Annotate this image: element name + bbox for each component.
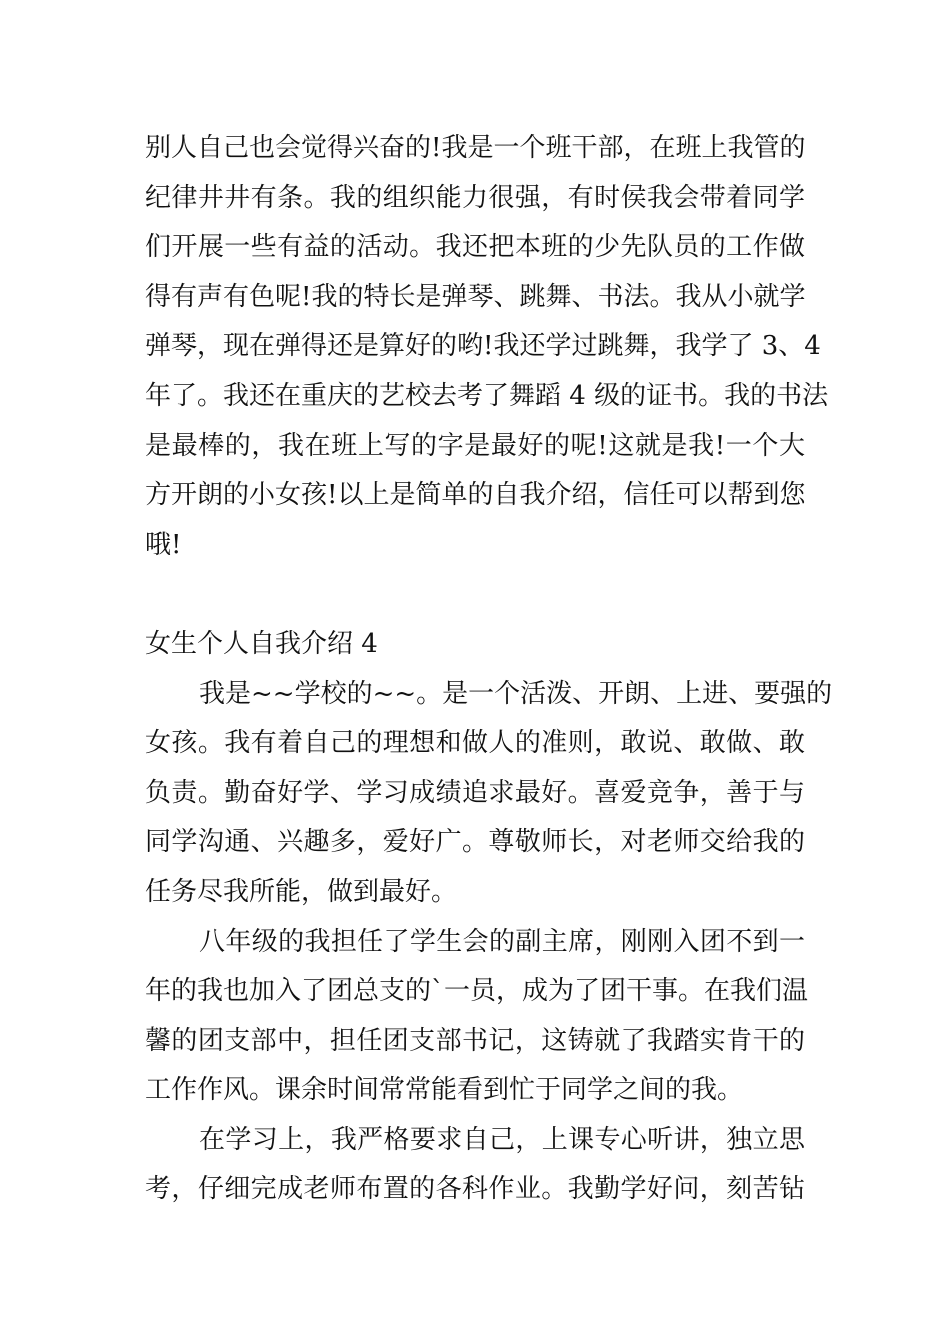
text-line: 年了。我还在重庆的艺校去考了舞蹈 4 级的证书。我的书法	[145, 380, 829, 411]
document-body	[145, 124, 833, 1215]
text-line: 八年级的我担任了学生会的副主席，刚刚入团不到一	[199, 926, 805, 957]
text-line: 别人自己也会觉得兴奋的!我是一个班干部，在班上我管的	[145, 133, 806, 163]
section-title: 女生个人自我介绍 4	[145, 628, 378, 659]
text-line: 年的我也加入了团总支的`一员，成为了团干事。在我们温	[145, 976, 809, 1007]
paragraph-intro	[145, 124, 829, 570]
text-line: 馨的团支部中，担任团支部书记，这铸就了我踏实肯干的	[145, 1025, 805, 1056]
text-line: 方开朗的小女孩!以上是简单的自我介绍，信任可以帮到您	[145, 480, 806, 511]
text-line: 弹琴，现在弹得还是算好的哟!我还学过跳舞，我学了 3、4	[145, 331, 821, 362]
text-line: 得有声有色呢!我的特长是弹琴、跳舞、书法。我从小就学	[145, 281, 806, 312]
text-line: 在学习上，我严格要求自己，上课专心听讲，独立思	[199, 1124, 805, 1155]
text-line: 纪律井井有条。我的组织能力很强，有时侯我会带着同学	[145, 182, 805, 213]
text-line: 哦!	[145, 529, 182, 560]
text-line: 同学沟通、兴趣多，爱好广。尊敬师长，对老师交给我的	[145, 827, 805, 858]
paragraph-3	[145, 1116, 805, 1215]
paragraph-1	[145, 670, 833, 918]
text-line: 任务尽我所能，做到最好。	[145, 876, 458, 907]
text-line: 工作作风。课余时间常常能看到忙于同学之间的我。	[145, 1075, 744, 1106]
text-line: 女孩。我有着自己的理想和做人的准则，敢说、敢做、敢	[145, 728, 805, 759]
text-line: 负责。勤奋好学、学习成绩追求最好。喜爱竞争，善于与	[145, 777, 805, 808]
text-line: 考，仔细完成老师布置的各科作业。我勤学好问，刻苦钻	[145, 1174, 805, 1205]
paragraph-2	[145, 918, 809, 1116]
section-spacer	[145, 570, 805, 620]
text-line: 我是~~学校的~~。是一个活泼、开朗、上进、要强的	[199, 678, 833, 709]
text-line: 们开展一些有益的活动。我还把本班的少先队员的工作做	[145, 232, 805, 263]
text-line: 是最棒的，我在班上写的字是最好的呢!这就是我!一个大	[145, 430, 805, 461]
